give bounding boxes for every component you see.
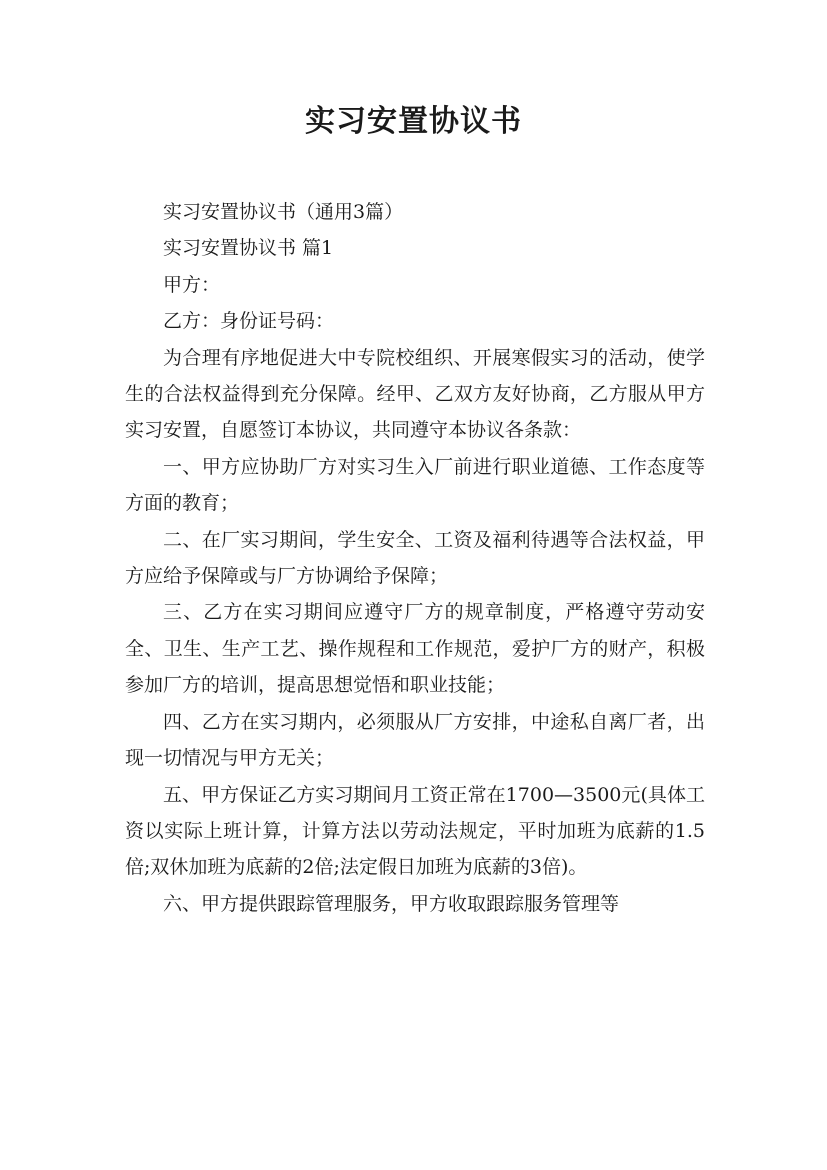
paragraph-clause-1: 一、甲方应协助厂方对实习生入厂前进行职业道德、工作态度等方面的教育； — [125, 455, 705, 515]
paragraph-party-a: 甲方： — [163, 273, 221, 296]
paragraph-clause-4: 四、乙方在实习期内，必须服从厂方安排，中途私自离厂者，出现一切情况与甲方无关； — [125, 710, 705, 770]
document-body — [125, 194, 705, 922]
paragraph-clause-3: 三、乙方在实习期间应遵守厂方的规章制度，严格遵守劳动安全、卫生、生产工艺、操作规程和工作规范，爱护厂方的财产，积极参加厂方的培训，提高思想觉悟和职业技能； — [125, 601, 705, 697]
paragraph-party-b: 乙方：身份证号码： — [163, 310, 335, 333]
document-title: 实习安置协议书 — [305, 104, 522, 139]
paragraph-clause-2: 二、在厂实习期间，学生安全、工资及福利待遇等合法权益，甲方应给予保障或与厂方协调给予保障； — [125, 528, 705, 588]
paragraph-clause-5: 五、甲方保证乙方实习期间月工资正常在1700—3500元(具体工资以实际上班计算，计算方法以劳动法规定，平时加班为底薪的1.5倍;双休加班为底薪的2倍;法定假日加班为底薪的3倍)。 — [125, 783, 705, 879]
paragraph-preamble: 为合理有序地促进大中专院校组织、开展寒假实习的活动，使学生的合法权益得到充分保障。经甲、乙双方友好协商，乙方服从甲方实习安置，自愿签订本协议，共同遵守本协议各条款： — [125, 346, 705, 442]
paragraph-section-heading: 实习安置协议书 篇1 — [163, 237, 334, 260]
paragraph-clause-6: 六、甲方提供跟踪管理服务，甲方收取跟踪服务管理等 — [163, 892, 620, 915]
paragraph-subtitle: 实习安置协议书（通用3篇） — [163, 201, 404, 223]
